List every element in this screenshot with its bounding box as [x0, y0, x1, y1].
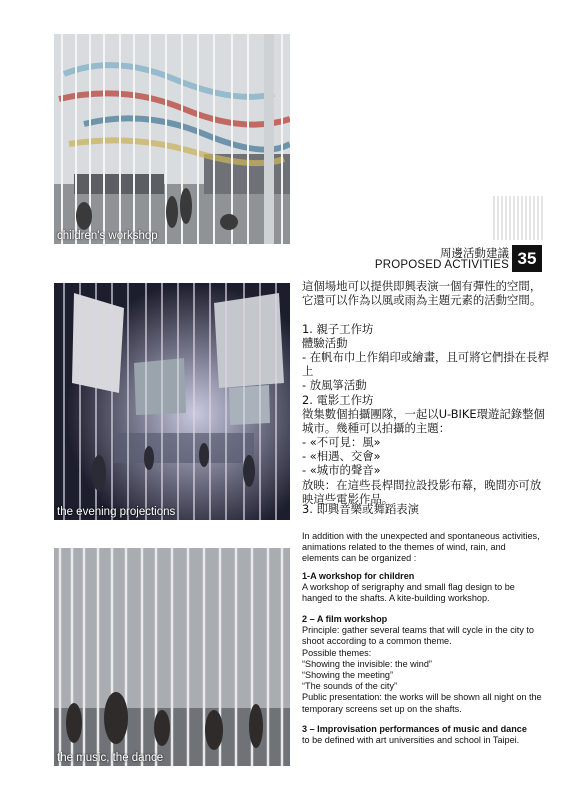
zh-section-2: [302, 393, 552, 506]
zh-s2-title: 2. 電影工作坊: [302, 393, 374, 407]
photo-childrens-workshop: [54, 34, 290, 244]
en-s1-title: 1-A workshop for children: [302, 571, 415, 581]
en-s3-body: to be defined with art universities and school in Taipei.: [302, 735, 520, 746]
en-s2-title: 2 – A film workshop: [302, 614, 388, 624]
en-s2-line: “The sounds of the city”: [302, 681, 398, 692]
en-section-1: [302, 571, 544, 605]
zh-intro-block: [302, 279, 552, 307]
en-s2-line: Public presentation: the works will be shown all night on the temporary screens set up on the shafts.: [302, 692, 542, 714]
photo-music-dance-image: [54, 548, 290, 766]
en-section-2: [302, 614, 544, 715]
zh-s2-line: - «不可見：風»: [302, 435, 381, 450]
photo-evening-projections-image: [54, 283, 290, 520]
section-title-zh: 周邊活動建議: [440, 248, 509, 260]
zh-s3-title: 3. 即興音樂或舞蹈表演: [302, 502, 420, 516]
photo-caption: the music, the dance: [57, 752, 164, 764]
photo-caption: the evening projections: [57, 506, 176, 518]
photo-caption: children's workshop: [57, 230, 158, 242]
decorative-stripes: [492, 196, 544, 240]
page-number-badge: 35: [512, 245, 542, 272]
en-section-3: [302, 724, 544, 746]
zh-s1-line: - 在帆布巾上作絹印或繪畫，且可將它們掛在長桿上: [302, 350, 549, 379]
photo-childrens-workshop-image: [54, 34, 290, 244]
en-intro: In addition with the unexpected and spontaneous activities, animations related to the themes of wind, rain, and elements can be organized :: [302, 531, 540, 564]
en-s2-line: “Showing the meeting”: [302, 670, 393, 681]
zh-s1-title: 1. 親子工作坊: [302, 322, 374, 336]
zh-s2-line: - «相遇、交會»: [302, 449, 381, 464]
photo-music-dance: [54, 548, 290, 766]
en-s2-line: Possible themes:: [302, 647, 372, 658]
zh-s1-line: 體驗活動: [302, 336, 348, 351]
photo-evening-projections: [54, 283, 290, 520]
en-s3-title: 3 – Improvisation performances of music and dance: [302, 724, 527, 734]
en-s2-line: “Showing the invisible: the wind”: [302, 658, 432, 669]
en-intro-block: [302, 531, 544, 565]
zh-section-1: [302, 322, 552, 392]
zh-s2-line: 徵集數個拍攝團隊，一起以U-BIKE環遊記錄整個城市。幾種可以拍攝的主題：: [302, 407, 545, 436]
zh-s1-line: - 放風箏活動: [302, 378, 367, 393]
en-s1-body: A workshop of serigraphy and small flag design to be hanged to the shafts. A kite-building workshop.: [302, 582, 515, 604]
en-s2-line: Principle: gather several teams that will cycle in the city to shoot according to a common theme.: [302, 625, 534, 647]
section-title-en: PROPOSED ACTIVITIES: [374, 259, 509, 271]
zh-s2-line: - «城市的聲音»: [302, 463, 381, 478]
zh-section-3: [302, 502, 552, 516]
zh-intro: 這個場地可以提供即興表演一個有彈性的空間，它還可以作為以風或雨為主題元素的活動空間。: [302, 279, 542, 308]
zh-s2-line: 放映：在這些長桿間拉設投影布幕，晚間亦可放映這些電影作品。: [302, 477, 542, 506]
